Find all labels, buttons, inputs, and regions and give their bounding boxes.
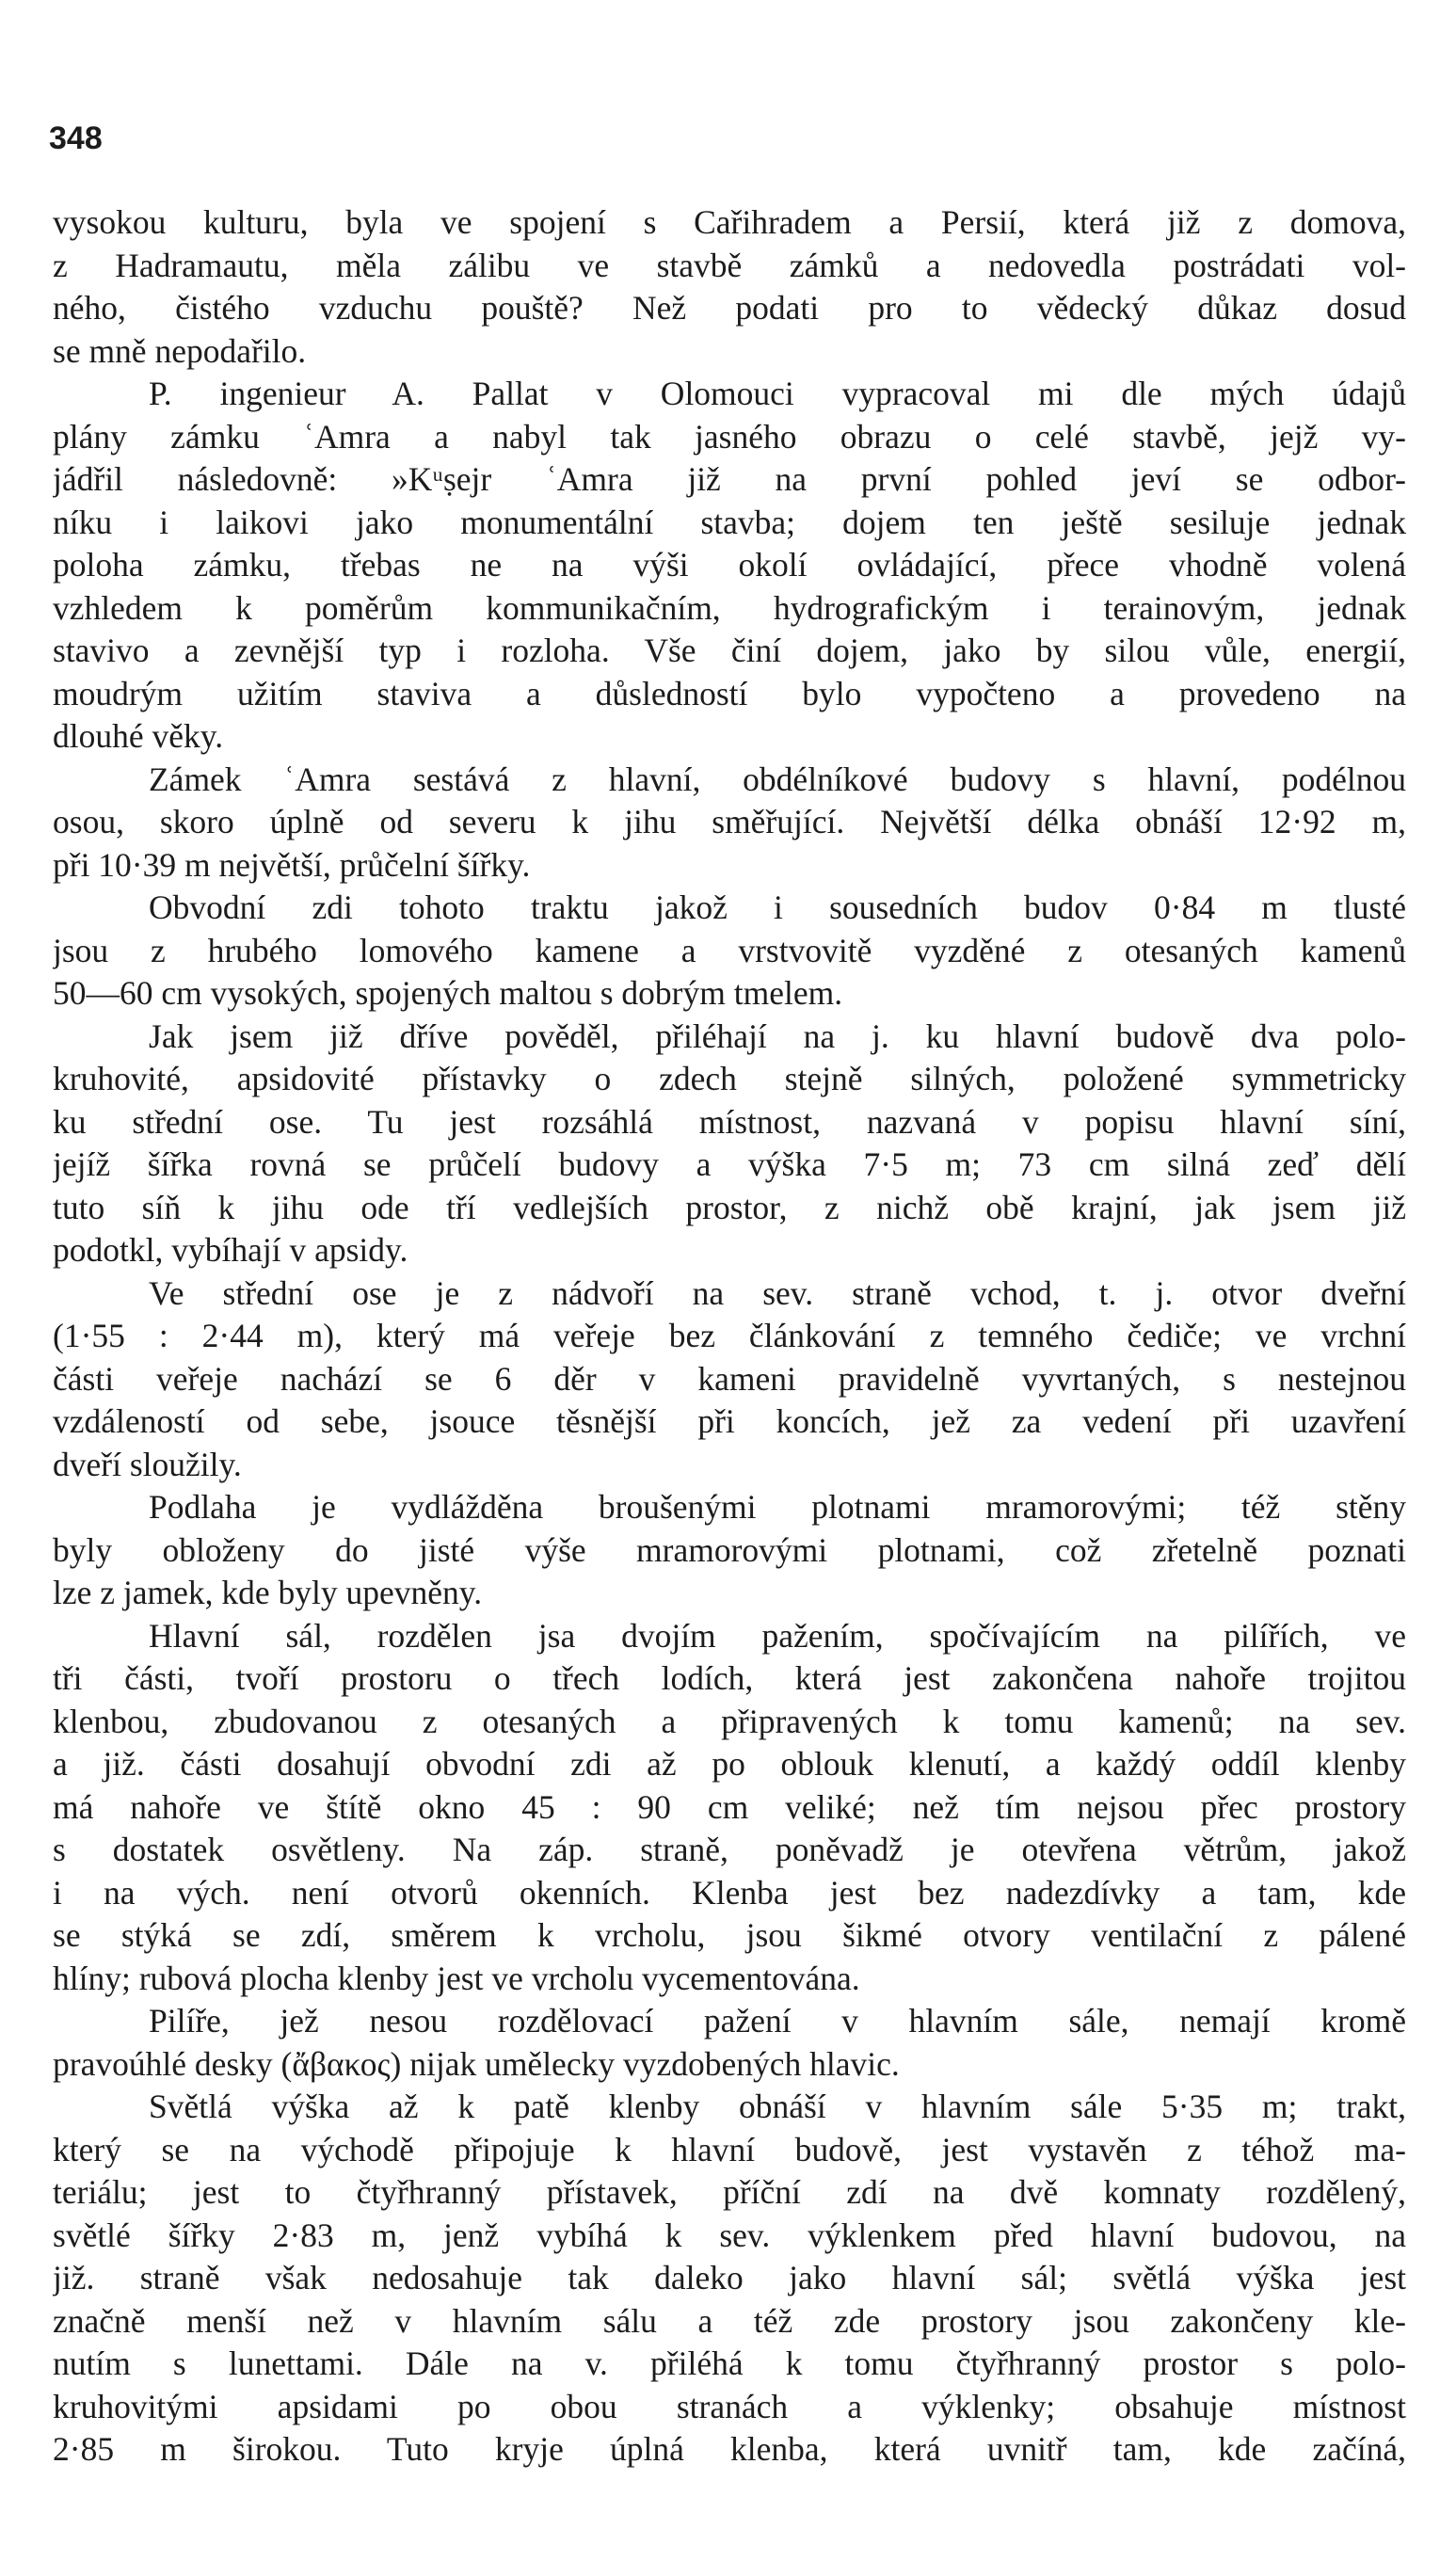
text-line: vysokou kulturu, byla ve spojení s Cařihradem a Persií, která již z domova, [53, 203, 1406, 241]
text-line: ku střední ose. Tu jest rozsáhlá místnost, nazvaná v popisu hlavní síní, [53, 1102, 1406, 1141]
text-line: 2·85 m širokou. Tuto kryje úplná klenba, která uvnitř tam, kde začíná, [53, 2430, 1406, 2468]
text-line: který se na východě připojuje k hlavní budově, jest vystavěn z téhož ma- [53, 2130, 1406, 2168]
text-line: s dostatek osvětleny. Na záp. straně, poněvadž je otevřena větrům, jakož [53, 1831, 1406, 1868]
text-line: jádřil následovně: »Kᵘṣejr ʿAmra již na první pohled jeví se odbor- [53, 460, 1406, 498]
text-line: Jak jsem již dříve pověděl, přiléhají na j. ku hlavní budově dva polo- [149, 1016, 1406, 1055]
text-line: plány zámku ʿAmra a nabyl tak jasného obrazu o celé stavbě, jejž vy- [53, 417, 1406, 456]
text-line: z Hadramautu, měla zálibu ve stavbě zámků a nedovedla postrádati vol- [53, 246, 1406, 284]
text-line: se stýká se zdí, směrem k vrcholu, jsou šikmé otvory ventilační z pálené [53, 1916, 1406, 1954]
text-line: Podlaha je vydlážděna broušenými plotnami mramorovými; též stěny [149, 1488, 1406, 1526]
text-line: při 10·39 m největší, průčelní šířky. [53, 845, 531, 884]
text-line: tuto síň k jihu ode tří vedlejších prostor, z nichž obě krajní, jak jsem již [53, 1188, 1406, 1226]
text-line: hlíny; rubová plocha klenby jest ve vrcholu vycementována. [53, 1959, 860, 1997]
text-line: poloha zámku, třebas ne na výši okolí ovládající, přece vhodně volená [53, 546, 1406, 584]
text-line: se mně nepodařilo. [53, 331, 307, 370]
text-line: jejíž šířka rovná se průčelí budovy a výška 7·5 m; 73 cm silná zeď dělí [53, 1145, 1406, 1183]
text-line: Zámek ʿAmra sestává z hlavní, obdélníkové budovy s hlavní, podélnou [149, 760, 1406, 798]
text-line: ného, čistého vzduchu pouště? Než podati pro to vědecký důkaz dosud [53, 289, 1406, 327]
text-line: P. ingenieur A. Pallat v Olomouci vypracoval mi dle mých údajů [149, 375, 1406, 412]
text-line: vzhledem k poměrům kommunikačním, hydrografickým i terainovým, jednak [53, 588, 1406, 627]
text-line: pravoúhlé desky (ἄβακος) nijak umělecky vyzdobených hlavic. [53, 2044, 900, 2083]
text-line: moudrým užitím staviva a důsledností bylo vypočteno a provedeno na [53, 674, 1406, 712]
page-number: 348 [49, 120, 103, 156]
text-line: (1·55 : 2·44 m), který má veřeje bez článkování z temného čediče; ve vrchní [53, 1317, 1406, 1354]
text-line: lze z jamek, kde byly upevněny. [53, 1574, 483, 1611]
text-line: Hlavní sál, rozdělen jsa dvojím pažením, spočívajícím na pilířích, ve [149, 1616, 1406, 1655]
text-line: a již. části dosahují obvodní zdi až po oblouk klenutí, a každý oddíl klenby [53, 1745, 1406, 1783]
text-line: kruhovitými apsidami po obou stranách a výklenky; obsahuje místnost [53, 2387, 1406, 2425]
text-line: Světlá výška až k patě klenby obnáší v hlavním sále 5·35 m; trakt, [149, 2088, 1406, 2125]
text-line: byly obloženy do jisté výše mramorovými plotnami, což zřetelně poznati [53, 1530, 1406, 1569]
body-text [53, 201, 1406, 2472]
text-line: dlouhé věky. [53, 717, 224, 755]
text-line: teriálu; jest to čtyřhranný přístavek, příční zdí na dvě komnaty rozdělený, [53, 2173, 1406, 2211]
text-line: kruhovité, apsidovité přístavky o zdech stejně silných, položené symmetricky [53, 1060, 1406, 1097]
text-line: části veřeje nachází se 6 děr v kameni pravidelně vyvrtaných, s nestejnou [53, 1359, 1406, 1398]
text-line: klenbou, zbudovanou z otesaných a připravených k tomu kamenů; na sev. [53, 1702, 1406, 1740]
text-line: nutím s lunettami. Dále na v. přiléhá k tomu čtyřhranný prostor s polo- [53, 2344, 1406, 2382]
text-line: dveří sloužily. [53, 1445, 242, 1483]
text-line: světlé šířky 2·83 m, jenž vybíhá k sev. výklenkem před hlavní budovou, na [53, 2216, 1406, 2254]
text-line: značně menší než v hlavním sálu a též zde prostory jsou zakončeny kle- [53, 2301, 1406, 2340]
text-line: má nahoře ve štítě okno 45 : 90 cm veliké; než tím nejsou přec prostory [53, 1787, 1406, 1826]
text-line: 50—60 cm vysokých, spojených maltou s dobrým tmelem. [53, 974, 843, 1012]
text-line: tři části, tvoří prostoru o třech lodích, která jest zakončena nahoře trojitou [53, 1659, 1406, 1697]
text-line: i na vých. není otvorů okenních. Klenba jest bez nadezdívky a tam, kde [53, 1873, 1406, 1912]
text-line: již. straně však nedosahuje tak daleko jako hlavní sál; světlá výška jest [53, 2259, 1406, 2296]
text-line: Obvodní zdi tohoto traktu jakož i sousedních budov 0·84 m tlusté [149, 888, 1406, 926]
text-line: níku i laikovi jako monumentální stavba; dojem ten ještě sesiluje jednak [53, 503, 1406, 541]
text-line: jsou z hrubého lomového kamene a vrstvovitě vyzděné z otesaných kamenů [53, 931, 1406, 969]
text-line: podotkl, vybíhají v apsidy. [53, 1231, 408, 1269]
text-line: osou, skoro úplně od severu k jihu směřující. Největší délka obnáší 12·92 m, [53, 803, 1406, 840]
text-line: vzdáleností od sebe, jsouce těsnější při koncích, jež za vedení při uzavření [53, 1402, 1406, 1440]
text-line: Pilíře, jež nesou rozdělovací pažení v hlavním sále, nemají kromě [149, 2002, 1406, 2040]
text-line: stavivo a zevnější typ i rozloha. Vše činí dojem, jako by silou vůle, energií, [53, 632, 1406, 669]
text-line: Ve střední ose je z nádvoří na sev. straně vchod, t. j. otvor dveřní [149, 1273, 1406, 1312]
